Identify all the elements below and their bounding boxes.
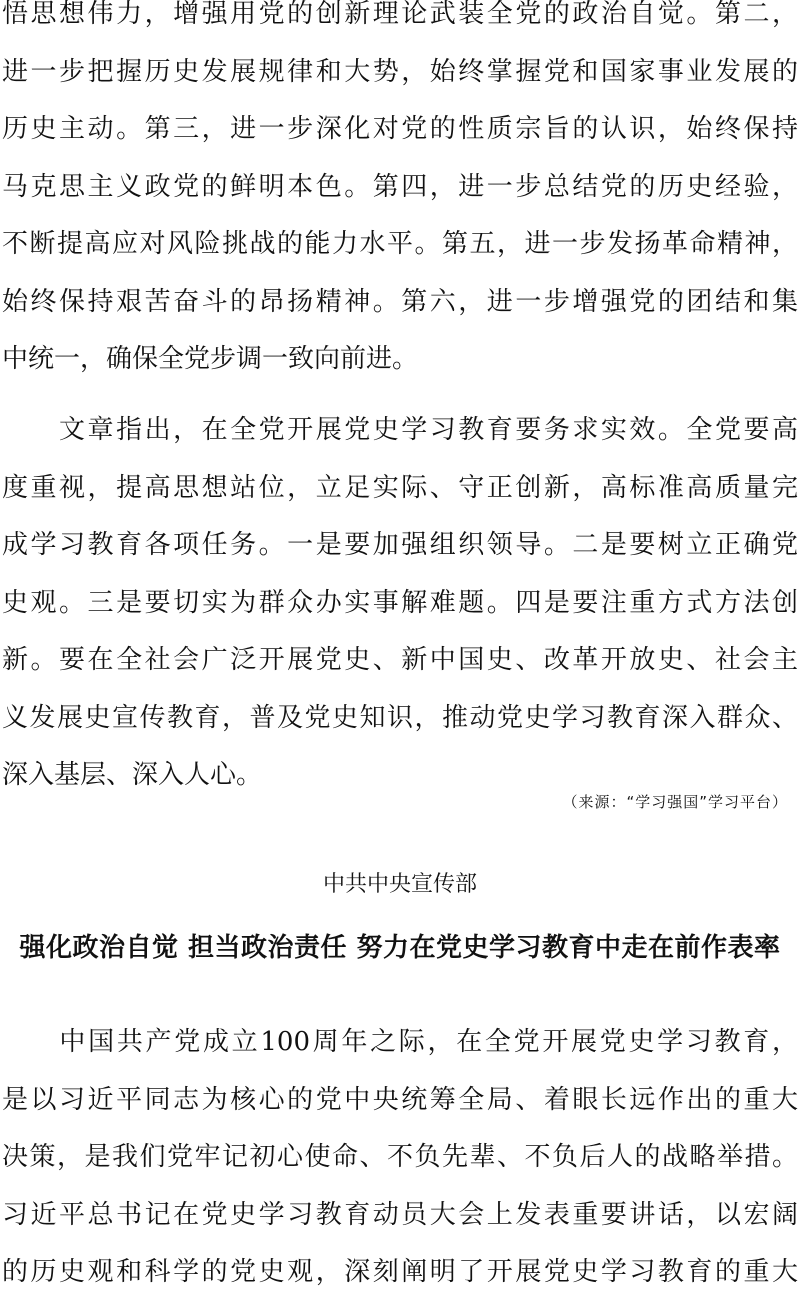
text-line: 进一步把握历史发展规律和大势，始终掌握党和国家事业发展的: [2, 56, 798, 87]
text-line: 马克思主义政党的鲜明本色。第四，进一步总结党的历史经验，: [2, 171, 798, 202]
text-line: 深入基层、深入人心。: [2, 760, 263, 790]
text-line: 义发展史宣传教育，普及党史知识，推动党史学习教育深入群众、: [2, 702, 798, 733]
text-line: 决策，是我们党牢记初心使命、不负先辈、不负后人的战略举措。: [2, 1142, 798, 1172]
text-line: 悟思想伟力，增强用党的创新理论武装全党的政治自觉。第二，: [2, 0, 798, 29]
paragraph-effectiveness: [2, 402, 798, 805]
text-line: 中统一，确保全党步调一致向前进。: [2, 344, 419, 374]
text-line: 不断提高应对风险挑战的能力水平。第五，进一步发扬革命精神，: [2, 229, 798, 259]
text-line: 习近平总书记在党史学习教育动员大会上发表重要讲话，以宏阔: [2, 1199, 798, 1230]
text-line: 始终保持艰苦奋斗的昂扬精神。第六，进一步增强党的团结和集: [2, 286, 798, 317]
department-byline: 中共中央宣传部: [322, 872, 477, 897]
source-attribution: （来源：“学习强国”学习平台）: [562, 793, 788, 811]
article-headline: 强化政治自觉 担当政治责任 努力在党史学习教育中走在前作表率: [19, 933, 781, 963]
paragraph-opening: [2, 1014, 798, 1302]
text-line: 新。要在全社会广泛开展党史、新中国史、改革开放史、社会主: [2, 645, 798, 675]
text-line: 成学习教育各项任务。一是要加强组织领导。二是要树立正确党: [2, 530, 798, 560]
text-line: 史观。三是要切实为群众办实事解难题。四是要注重方式方法创: [2, 587, 798, 618]
text-line: 是以习近平同志为核心的党中央统筹全局、着眼长远作出的重大: [2, 1084, 798, 1115]
text-line: 度重视，提高思想站位，立足实际、守正创新，高标准高质量完: [2, 472, 798, 503]
text-line: 历史主动。第三，进一步深化对党的性质宗旨的认识，始终保持: [2, 114, 798, 144]
paragraph-six-points: [2, 0, 798, 389]
text-line: 文章指出，在全党开展党史学习教育要务求实效。全党要高: [2, 415, 798, 445]
text-line: 中国共产党成立100周年之际，在全党开展党史学习教育，: [2, 1027, 798, 1057]
text-line: 的历史观和科学的党史观，深刻阐明了开展党史学习教育的重大: [2, 1257, 798, 1287]
